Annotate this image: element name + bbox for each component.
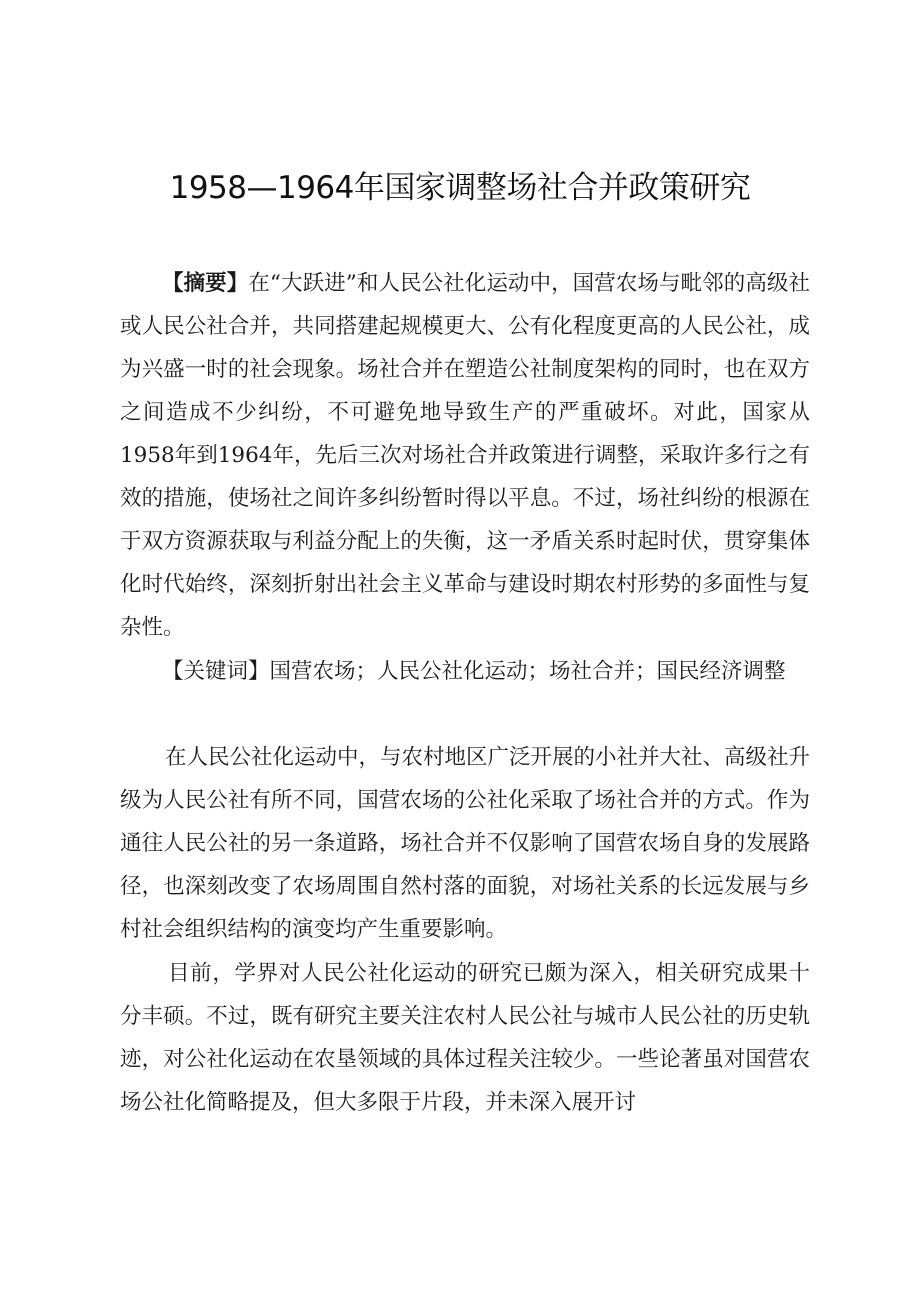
abstract-paragraph xyxy=(120,262,810,649)
keywords-label: 【关键词】 xyxy=(162,659,270,684)
keywords-paragraph xyxy=(120,650,810,693)
abstract-text: 在“大跃进”和人民公社化运动中，国营农场与毗邻的高级社或人民公社合并，共同搭建起规模更大、公有化程度更高的人民公社，成为兴盛一时的社会现象。场社合并在塑造公社制度架构的同时，也在双方之间造成不少纠纷，不可避免地导致生产的严重破坏。对此，国家从1958年到1964年，先后三次对场社合并政策进行调整，采取许多行之有效的措施，使场社之间许多纠纷暂时得以平息。不过，场社纠纷的根源在于双方资源获取与利益分配上的失衡，这一矛盾关系时起时伏，贯穿集体化时代始终，深刻折射出社会主义革命与建设时期农村形势的多面性与复杂性。 xyxy=(120,271,810,640)
keywords-text: 国营农场；人民公社化运动；场社合并；国民经济调整 xyxy=(269,659,786,684)
body-paragraph-2: 目前，学界对人民公社化运动的研究已颇为深入，相关研究成果十分丰硕。不过，既有研究主要关注农村人民公社与城市人民公社的历史轨迹，对公社化运动在农垦领域的具体过程关注较少。一些论著虽对国营农场公社化简略提及，但大多限于片段，并未深入展开讨 xyxy=(120,961,810,1115)
paper-title: 1958—1964年国家调整场社合并政策研究 xyxy=(169,170,751,206)
body-paragraph-1: 在人民公社化运动中，与农村地区广泛开展的小社并大社、高级社升级为人民公社有所不同，国营农场的公社化采取了场社合并的方式。作为通往人民公社的另一条道路，场社合并不仅影响了国营农场自身的发展路径，也深刻改变了农场周围自然村落的面貌，对场社关系的长远发展与乡村社会组织结构的演变均产生重要影响。 xyxy=(120,745,811,942)
abstract-label: 【摘要】 xyxy=(162,271,249,296)
